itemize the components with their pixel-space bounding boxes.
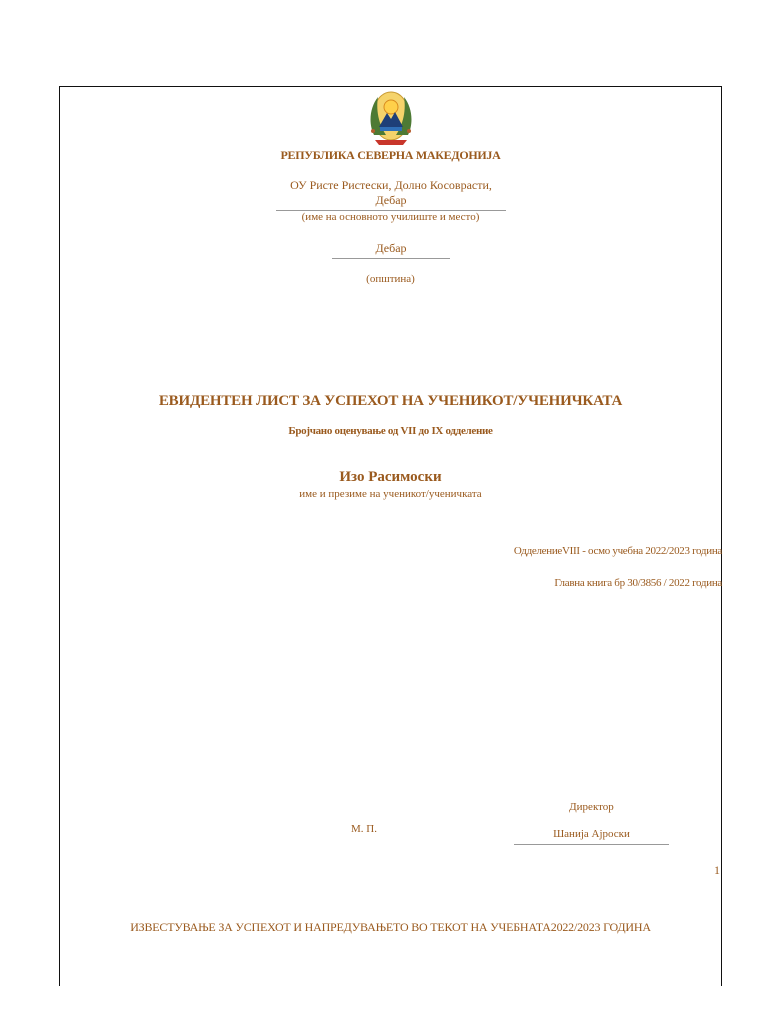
student-name: Изо Расимоски [339,469,442,485]
class-info: ОдделениеVIII - осмо учебна 2022/2023 година [513,545,722,557]
coat-of-arms-icon [364,89,418,147]
next-section-title: ИЗВЕСТУВАЊЕ ЗА УСПЕХОТ И НАПРЕДУВАЊЕТО ВО ТЕКОТ НА УЧЕБНАТА2022/2023 ГОДИНА [130,920,651,934]
director-label: Директор [569,801,614,813]
student-caption: име и презиме на ученикот/ученичката [299,488,482,500]
stamp-label: М. П. [351,823,377,835]
document-title: ЕВИДЕНТЕН ЛИСТ ЗА УСПЕХОТ НА УЧЕНИКОТ/УЧЕНИЧКАТА [158,393,623,409]
grading-subtitle: Бројчано оценување од VII до IX одделение [288,425,493,437]
register-info: Главна книга бр 30/3856 / 2022 година [554,577,722,589]
republic-name: РЕПУБЛИКА СЕВЕРНА МАКЕДОНИЈА [280,148,501,162]
school-name: ОУ Ристе Ристески, Долно Косоврасти, Дебар [276,178,506,211]
school-caption: (име на основното училиште и место) [301,211,480,223]
director-name: Шанија Ајроски [514,828,669,845]
page-number: 1 [714,863,720,877]
municipality-caption: (општина) [366,273,415,285]
municipality-name: Дебар [332,241,450,259]
